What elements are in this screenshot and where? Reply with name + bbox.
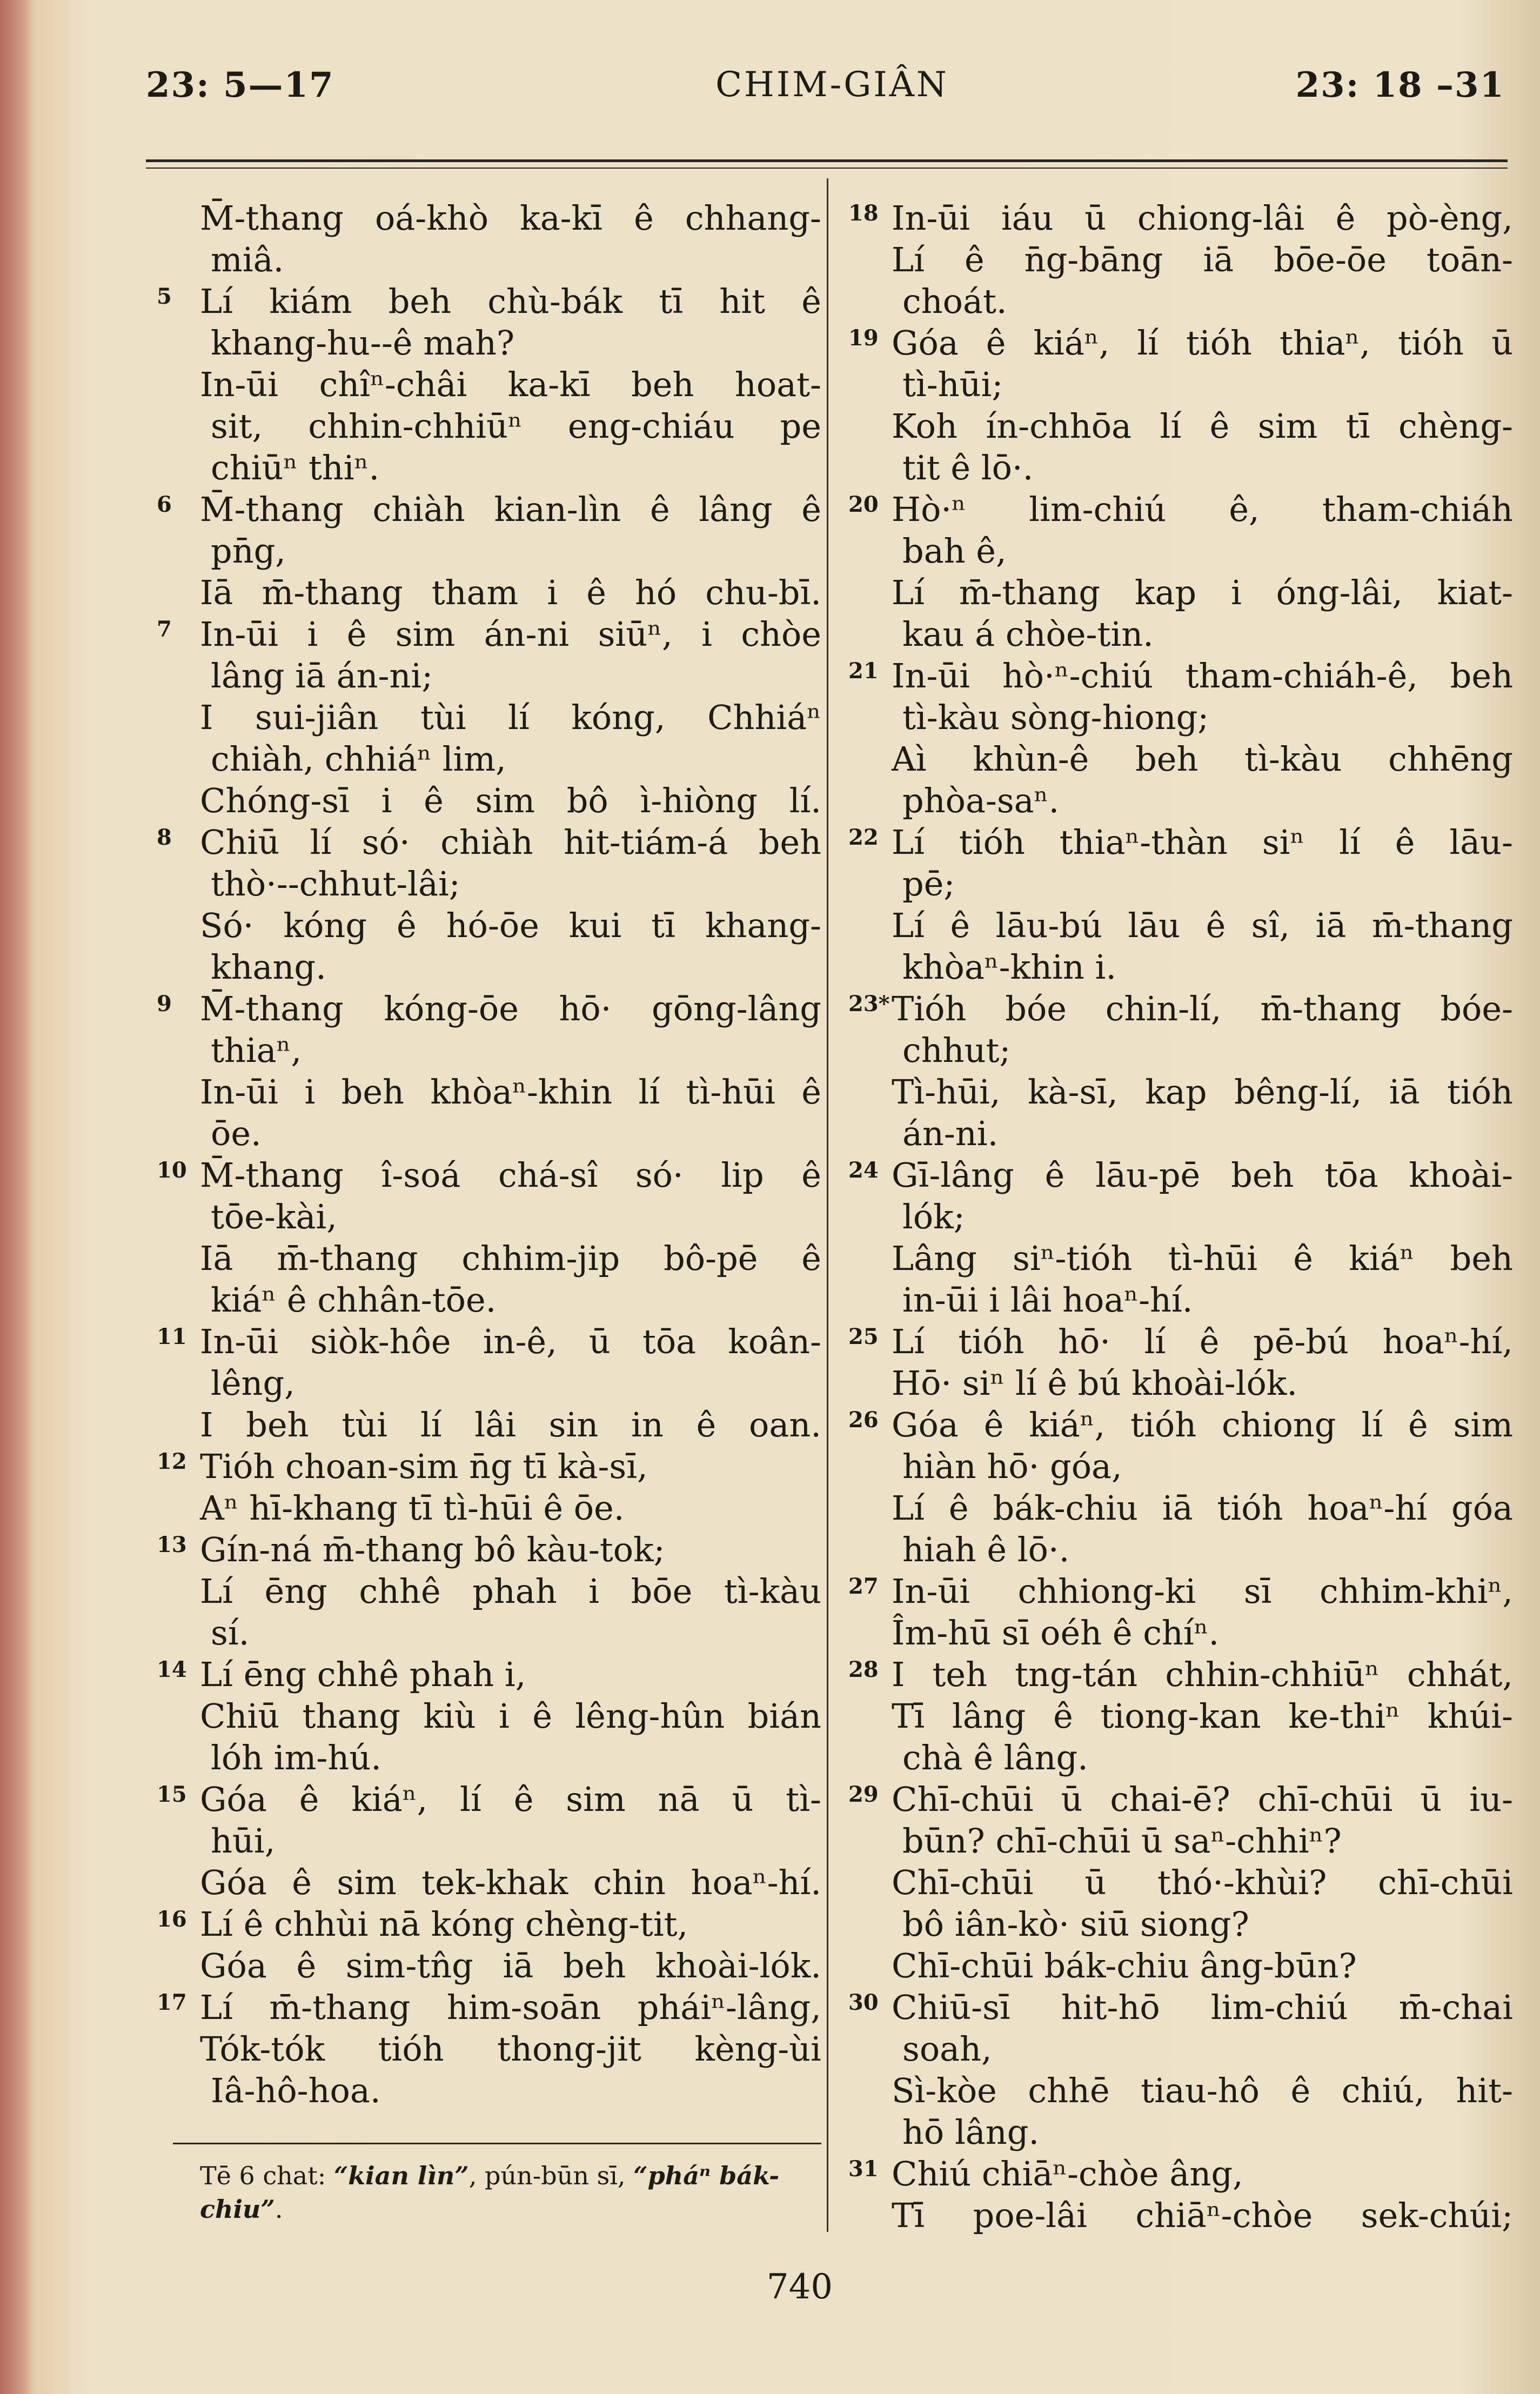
verse-line xyxy=(157,1529,821,1570)
verse-text: Só· kóng ê hó-ōe kui tī khang- xyxy=(200,906,821,945)
verse-line xyxy=(848,2195,1513,2236)
verse-line xyxy=(848,863,1513,905)
verse-line xyxy=(157,988,821,1029)
footnote-suffix: . xyxy=(274,2195,283,2224)
verse-line xyxy=(848,1862,1513,1903)
verse-line xyxy=(848,1446,1513,1487)
verse-text: lók; xyxy=(902,1197,965,1236)
verse-text: Lí m̄-thang him-soān pháiⁿ-lâng, xyxy=(200,1988,821,2027)
verse-text: M̄-thang î-soá chá-sî só· lip ê xyxy=(200,1155,821,1195)
verse-text: Tī poe-lâi chiāⁿ-chòe sek-chúi; xyxy=(892,2196,1513,2235)
verse-line xyxy=(157,1903,821,1945)
verse-text: Tióh bóe chin-lí, m̄-thang bóe- xyxy=(892,989,1513,1028)
verse-text: Koh ín-chhōa lí ê sim tī chèng- xyxy=(892,406,1513,446)
verse-text: Aⁿ hī-khang tī tì-hūi ê ōe. xyxy=(200,1488,625,1528)
verse-text: Lâng siⁿ-tióh tì-hūi ê kiáⁿ beh xyxy=(892,1239,1513,1278)
verse-number: 11 xyxy=(157,1324,187,1349)
verse-text: Tók-tók tióh thong-jit kèng-ùi xyxy=(200,2029,821,2069)
verse-number: 9 xyxy=(157,991,172,1017)
verse-text: pn̄g, xyxy=(211,531,286,571)
footnote-rule xyxy=(173,2143,821,2144)
verse-text: Tióh choan-sim n̄g tī kà-sī, xyxy=(200,1447,648,1486)
verse-line xyxy=(157,1612,821,1654)
verse-line xyxy=(848,239,1513,280)
verse-text: In-ūi i beh khòaⁿ-khin lí tì-hūi ê xyxy=(200,1072,821,1112)
verse-number: 22 xyxy=(848,825,879,850)
verse-text: Gī-lâng ê lāu-pē beh tōa khoài- xyxy=(892,1155,1513,1195)
verse-text: Lí ēng chhê phah i bōe tì-kàu xyxy=(200,1572,821,1611)
verse-text: Góa ê sim tek-khak chin hoaⁿ-hí. xyxy=(200,1863,821,1902)
verse-text: M̄-thang oá-khò ka-kī ê chhang- xyxy=(200,198,821,238)
verse-text: Lí ê chhùi nā kóng chèng-tit, xyxy=(200,1904,688,1944)
verse-text: khòaⁿ-khin i. xyxy=(902,947,1117,987)
verse-text: Iā m̄-thang chhim-jip bô-pē ê xyxy=(200,1239,821,1278)
verse-text: Tì-hūi, kà-sī, kap bêng-lí, iā tióh xyxy=(892,1072,1513,1112)
verse-line xyxy=(157,821,821,863)
header-right-reference: 23: 18 –31 xyxy=(1295,65,1505,105)
verse-line xyxy=(157,405,821,447)
verse-line xyxy=(157,655,821,697)
verse-line xyxy=(157,1238,821,1279)
verse-text: chiūⁿ thiⁿ. xyxy=(211,448,380,487)
verse-line xyxy=(848,1238,1513,1279)
verse-number: 12 xyxy=(157,1449,187,1474)
verse-number: 19 xyxy=(848,325,879,351)
verse-text: M̄-thang kóng-ōe hō· gōng-lâng xyxy=(200,989,821,1028)
verse-line xyxy=(157,1695,821,1737)
verse-text: In-ūi i ê sim án-ni siūⁿ, i chòe xyxy=(200,614,821,654)
verse-text: M̄-thang chiàh kian-lìn ê lâng ê xyxy=(200,490,821,529)
page-edge xyxy=(0,0,32,2394)
verse-text: kau á chòe-tin. xyxy=(902,614,1154,654)
verse-line xyxy=(848,988,1513,1029)
verse-line xyxy=(157,2028,821,2070)
verse-text: Chiū lí só· chiàh hit-tiám-á beh xyxy=(200,822,821,862)
verse-line xyxy=(848,489,1513,530)
verse-text: bô iân-kò· siū siong? xyxy=(902,1904,1249,1944)
verse-line xyxy=(848,2070,1513,2111)
verse-text: Lí ēng chhê phah i, xyxy=(200,1655,526,1694)
verse-line xyxy=(157,1987,821,2028)
verse-line xyxy=(848,364,1513,405)
verse-text: Îm-hū sī oéh ê chíⁿ. xyxy=(892,1613,1220,1653)
verse-number: 5 xyxy=(157,284,172,309)
verse-text: Chiú chiāⁿ-chòe âng, xyxy=(892,2154,1243,2194)
verse-line xyxy=(848,2111,1513,2153)
footnote xyxy=(200,2159,821,2226)
verse-text: hiah ê lō·. xyxy=(902,1530,1070,1569)
verse-line xyxy=(848,905,1513,946)
verse-number: 16 xyxy=(157,1907,187,1932)
verse-text: lêng, xyxy=(211,1363,295,1403)
verse-text: Aì khùn-ê beh tì-kàu chhēng xyxy=(892,739,1513,779)
verse-text: Chī-chūi ū chai-ē? chī-chūi ū iu- xyxy=(892,1780,1513,1819)
verse-line xyxy=(157,1862,821,1903)
verse-number: 31 xyxy=(848,2156,879,2182)
verse-line xyxy=(157,364,821,405)
verse-number: 26 xyxy=(848,1407,879,1433)
verse-line xyxy=(157,905,821,946)
verse-text: tōe-kài, xyxy=(211,1197,337,1236)
verse-line xyxy=(848,1987,1513,2028)
verse-text: Góa ê sim-tn̂g iā beh khoài-lók. xyxy=(200,1946,821,1985)
verse-text: būn? chī-chūi ū saⁿ-chhiⁿ? xyxy=(902,1821,1342,1861)
verse-line xyxy=(848,613,1513,655)
verse-line xyxy=(848,697,1513,738)
footnote-prefix: Tē 6 chat: xyxy=(200,2161,334,2190)
verse-line xyxy=(157,1487,821,1529)
verse-line xyxy=(848,1362,1513,1404)
verse-number: 30 xyxy=(848,1990,879,2015)
verse-number: 15 xyxy=(157,1782,187,1807)
verse-text: Lí kiám beh chù-bák tī hit ê xyxy=(200,282,821,321)
verse-line xyxy=(157,1071,821,1113)
verse-number: 6 xyxy=(157,492,172,517)
verse-number: 24 xyxy=(848,1158,879,1183)
verse-line xyxy=(848,447,1513,489)
verse-text: tì-kàu sòng-hiong; xyxy=(902,698,1209,737)
verse-line xyxy=(848,1570,1513,1612)
verse-number: 14 xyxy=(157,1657,187,1682)
verse-text: Chī-chūi bák-chiu âng-būn? xyxy=(892,1946,1357,1985)
verse-line xyxy=(848,1279,1513,1321)
verse-text: I sui-jiân tùi lí kóng, Chhiáⁿ xyxy=(200,698,821,737)
verse-line xyxy=(157,530,821,572)
verse-line xyxy=(848,738,1513,780)
footnote-quote-1: “kian lìn” xyxy=(333,2161,469,2190)
verse-number: 13 xyxy=(157,1532,187,1557)
header-left-reference: 23: 5—17 xyxy=(146,65,334,105)
header-book-title: CHIM-GIÂN xyxy=(715,65,949,105)
verse-text: In-ūi siòk-hôe in-ê, ū tōa koân- xyxy=(200,1322,821,1361)
verse-text: Lí m̄-thang kap i óng-lâi, kiat- xyxy=(892,573,1513,612)
verse-number: 10 xyxy=(157,1158,187,1183)
verse-line xyxy=(848,1903,1513,1945)
verse-text: Góa ê kiáⁿ, tióh chiong lí ê sim xyxy=(892,1405,1513,1445)
verse-text: In-ūi chhiong-ki sī chhim-khiⁿ, xyxy=(892,1572,1513,1611)
verse-number: 21 xyxy=(848,658,879,684)
verse-text: khang. xyxy=(211,947,326,987)
verse-line xyxy=(157,1446,821,1487)
header-rule-thin xyxy=(146,168,1508,169)
verse-line xyxy=(848,405,1513,447)
verse-line xyxy=(157,738,821,780)
verse-text: Hò·ⁿ lim-chiú ê, tham-chiáh xyxy=(892,490,1513,529)
verse-line xyxy=(157,1404,821,1446)
verse-line xyxy=(157,1820,821,1862)
verse-line xyxy=(848,1695,1513,1737)
verse-line xyxy=(157,1654,821,1695)
verse-text: I beh tùi lí lâi sin in ê oan. xyxy=(200,1405,821,1445)
column-divider xyxy=(827,178,828,2232)
verse-text: tit ê lō·. xyxy=(902,448,1034,487)
verse-text: sit, chhin-chhiūⁿ eng-chiáu pe xyxy=(211,406,821,446)
verse-number: 27 xyxy=(848,1574,879,1599)
verse-number: 28 xyxy=(848,1657,879,1682)
verse-line xyxy=(848,322,1513,364)
verse-line xyxy=(157,1196,821,1238)
verse-text: Chóng-sī i ê sim bô ì-hiòng lí. xyxy=(200,781,821,820)
verse-text: sí. xyxy=(211,1613,250,1653)
verse-text: In-ūi hò·ⁿ-chiú tham-chiáh-ê, beh xyxy=(892,656,1513,696)
verse-line xyxy=(848,1654,1513,1695)
verse-text: Góa ê kiáⁿ, lí tióh thiaⁿ, tióh ū xyxy=(892,323,1513,363)
verse-line xyxy=(848,780,1513,821)
verse-line xyxy=(157,780,821,821)
verse-line xyxy=(157,572,821,613)
verse-text: Góa ê kiáⁿ, lí ê sim nā ū tì- xyxy=(200,1780,821,1819)
verse-text: bah ê, xyxy=(902,531,1007,571)
verse-line xyxy=(848,1029,1513,1071)
verse-line xyxy=(157,489,821,530)
verse-line xyxy=(848,572,1513,613)
verse-line xyxy=(848,946,1513,988)
verse-text: I teh tng-tán chhin-chhiūⁿ chhát, xyxy=(892,1655,1513,1694)
verse-number: 23* xyxy=(848,991,890,1017)
verse-line xyxy=(157,447,821,489)
verse-line xyxy=(848,1404,1513,1446)
verse-text: Sì-kòe chhē tiau-hô ê chiú, hit- xyxy=(892,2071,1513,2110)
verse-line xyxy=(848,280,1513,322)
verse-line xyxy=(848,1196,1513,1238)
right-column xyxy=(848,197,1513,2236)
verse-line xyxy=(848,1612,1513,1654)
verse-text: Lí tióh thiaⁿ-thàn siⁿ lí ê lāu- xyxy=(892,822,1513,862)
verse-text: khang-hu--ê mah? xyxy=(211,323,515,363)
verse-line xyxy=(157,280,821,322)
verse-line xyxy=(157,613,821,655)
verse-line xyxy=(848,1071,1513,1113)
verse-number: 17 xyxy=(157,1990,187,2015)
verse-number: 25 xyxy=(848,1324,879,1349)
verse-text: hō lâng. xyxy=(902,2112,1040,2152)
verse-line xyxy=(157,1279,821,1321)
verse-text: chà ê lâng. xyxy=(902,1738,1088,1777)
verse-line xyxy=(157,1570,821,1612)
verse-line xyxy=(848,821,1513,863)
verse-line xyxy=(157,1778,821,1820)
verse-line xyxy=(848,1778,1513,1820)
verse-text: hūi, xyxy=(211,1821,276,1861)
verse-text: soah, xyxy=(902,2029,992,2069)
left-column xyxy=(157,197,821,2111)
verse-text: In-ūi chîⁿ-châi ka-kī beh hoat- xyxy=(200,365,821,404)
verse-text: phòa-saⁿ. xyxy=(902,781,1060,820)
verse-number: 20 xyxy=(848,492,879,517)
verse-text: ōe. xyxy=(211,1114,262,1153)
verse-text: kiáⁿ ê chhân-tōe. xyxy=(211,1280,497,1320)
verse-text: tì-hūi; xyxy=(902,365,1003,404)
verse-text: Chī-chūi ū thó·-khùi? chī-chūi xyxy=(892,1863,1513,1902)
verse-text: miâ. xyxy=(211,240,284,279)
verse-text: Lí tióh hō· lí ê pē-bú hoaⁿ-hí, xyxy=(892,1322,1513,1361)
verse-text: Lí ê bák-chiu iā tióh hoaⁿ-hí góa xyxy=(892,1488,1513,1528)
verse-number: 29 xyxy=(848,1782,879,1807)
verse-text: hiàn hō· góa, xyxy=(902,1447,1122,1486)
verse-line xyxy=(157,1362,821,1404)
verse-line xyxy=(848,1154,1513,1196)
verse-text: án-ni. xyxy=(902,1114,999,1153)
verse-line xyxy=(848,1945,1513,1987)
verse-text: thiaⁿ, xyxy=(211,1031,302,1070)
verse-line xyxy=(848,197,1513,239)
verse-text: Lí ê lāu-bú lāu ê sî, iā m̄-thang xyxy=(892,906,1513,945)
verse-line xyxy=(157,946,821,988)
verse-line xyxy=(157,697,821,738)
verse-number: 7 xyxy=(157,617,172,642)
verse-text: chhut; xyxy=(902,1031,1011,1070)
verse-line xyxy=(157,1113,821,1154)
verse-line xyxy=(157,1945,821,1987)
verse-line xyxy=(848,2028,1513,2070)
verse-line xyxy=(157,1029,821,1071)
verse-number: 8 xyxy=(157,825,172,850)
verse-line xyxy=(848,1820,1513,1862)
verse-line xyxy=(157,1154,821,1196)
footnote-middle: , pún-būn sī, xyxy=(468,2161,634,2190)
verse-text: Lí ê n̄g-bāng iā bōe-ōe toān- xyxy=(892,240,1513,279)
verse-line xyxy=(848,1113,1513,1154)
verse-line xyxy=(848,1321,1513,1362)
verse-line xyxy=(157,239,821,280)
verse-text: in-ūi i lâi hoaⁿ-hí. xyxy=(902,1280,1193,1320)
verse-line xyxy=(848,1529,1513,1570)
verse-text: Iā m̄-thang tham i ê hó chu-bī. xyxy=(200,573,821,612)
verse-text: Gín-ná m̄-thang bô kàu-tok; xyxy=(200,1530,665,1569)
verse-text: lâng iā án-ni; xyxy=(211,656,433,696)
verse-line xyxy=(157,863,821,905)
verse-number: 18 xyxy=(848,200,879,226)
verse-text: Iâ-hô-hoa. xyxy=(211,2071,381,2110)
verse-text: lóh im-hú. xyxy=(211,1738,381,1777)
verse-line xyxy=(848,530,1513,572)
verse-line xyxy=(157,197,821,239)
verse-text: chiàh, chhiáⁿ lim, xyxy=(211,739,506,779)
page-number: 740 xyxy=(766,2267,833,2307)
header-rule-thick xyxy=(146,159,1508,162)
verse-text: thò·--chhut-lâi; xyxy=(211,864,460,904)
verse-line xyxy=(157,322,821,364)
verse-text: choát. xyxy=(902,282,1007,321)
verse-line xyxy=(157,2070,821,2111)
verse-line xyxy=(848,1737,1513,1778)
verse-line xyxy=(848,1487,1513,1529)
verse-text: Chiū thang kiù i ê lêng-hûn bián xyxy=(200,1696,821,1736)
verse-text: Chiū-sī hit-hō lim-chiú m̄-chai xyxy=(892,1988,1513,2027)
verse-text: Hō· siⁿ lí ê bú khoài-lók. xyxy=(892,1363,1298,1403)
verse-text: pē; xyxy=(902,864,955,904)
verse-text: In-ūi iáu ū chiong-lâi ê pò-èng, xyxy=(892,198,1513,238)
footnote-quote-2: “pháⁿ bák-chiu” xyxy=(200,2161,780,2224)
verse-text: Tī lâng ê tiong-kan ke-thiⁿ khúi- xyxy=(892,1696,1513,1736)
verse-line xyxy=(157,1321,821,1362)
verse-line xyxy=(848,2153,1513,2195)
verse-line xyxy=(848,655,1513,697)
verse-line xyxy=(157,1737,821,1778)
